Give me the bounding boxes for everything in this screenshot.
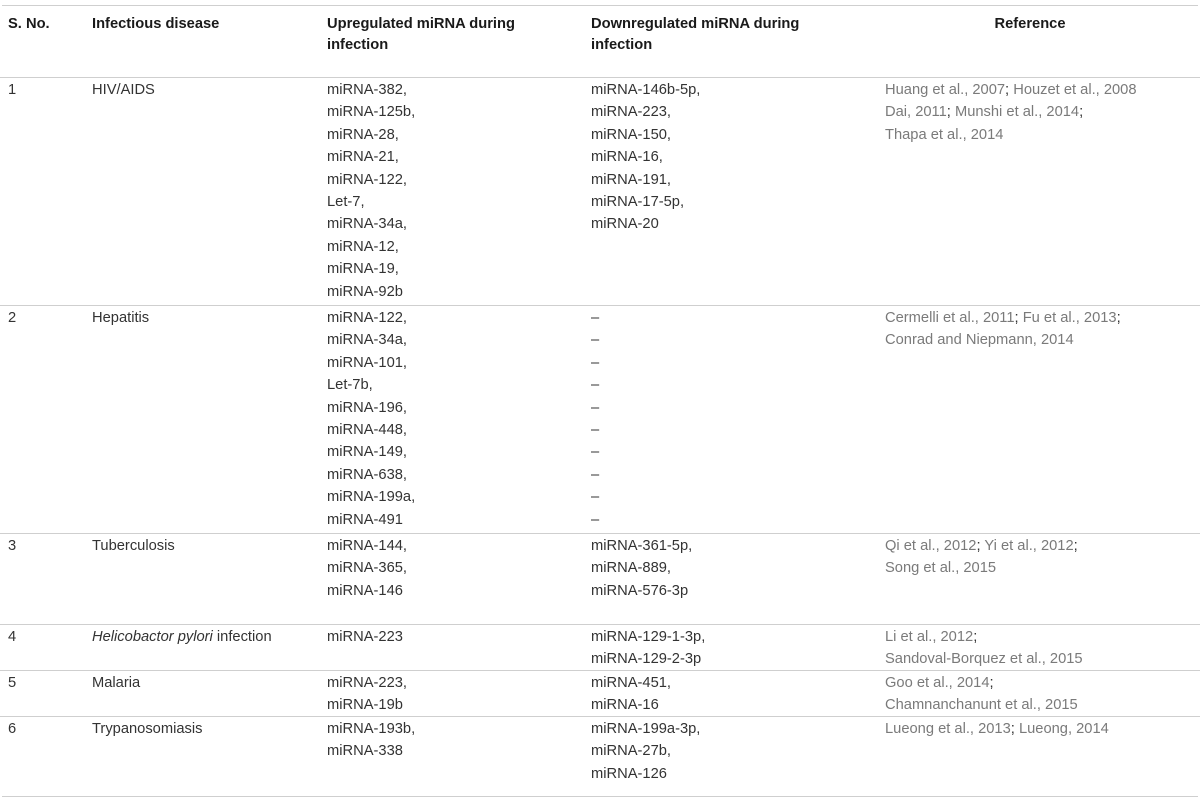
reference-citation[interactable]: Fu et al., 2013 — [1022, 310, 1117, 326]
reference-line — [885, 79, 1195, 101]
upregulated-mirna: miRNA-223 — [327, 629, 403, 645]
upregulated-mirna: miRNA-146 — [327, 582, 403, 599]
reference-separator: ; — [973, 629, 978, 645]
downregulated-mirna: – — [591, 489, 600, 506]
reference-line — [885, 626, 1195, 648]
reference-line — [885, 307, 1195, 329]
upregulated-mirna-list — [327, 626, 567, 648]
table-row — [0, 716, 1200, 797]
downregulated-mirna: miRNA-17-5p, — [591, 194, 685, 211]
serial-number: 5 — [8, 675, 17, 691]
reference-citation[interactable]: Dai, 2011 — [885, 104, 947, 121]
reference-citation[interactable]: Huang et al., 2007 — [885, 82, 1006, 98]
reference-line — [885, 694, 1195, 716]
reference-list — [885, 307, 1195, 352]
downregulated-mirna-list — [591, 307, 841, 531]
reference-citation[interactable]: Houzet et al., 2008 — [1013, 82, 1137, 98]
downregulated-mirna: miRNA-16 — [591, 697, 659, 714]
header-infectious-disease: Infectious disease — [92, 16, 220, 32]
serial-number: 4 — [8, 629, 17, 645]
disease-name: Tuberculosis — [92, 538, 175, 554]
table-bottom-rule — [2, 796, 1198, 797]
downregulated-mirna-list — [591, 672, 841, 717]
upregulated-mirna: miRNA-19b — [327, 697, 403, 714]
upregulated-mirna: miRNA-193b, — [327, 721, 416, 737]
header-reference: Reference — [994, 16, 1066, 32]
downregulated-mirna: miRNA-20 — [591, 216, 659, 233]
downregulated-mirna: miRNA-223, — [591, 104, 671, 121]
reference-list — [885, 79, 1195, 146]
reference-citation[interactable]: Qi et al., 2012 — [885, 538, 977, 554]
upregulated-mirna: miRNA-101, — [327, 354, 407, 371]
header-down-line: infection — [591, 37, 653, 53]
serial-number: 2 — [8, 310, 17, 326]
downregulated-mirna: miRNA-146b-5p, — [591, 82, 701, 98]
upregulated-mirna: miRNA-382, — [327, 82, 407, 98]
upregulated-mirna: Let-7, — [327, 194, 365, 211]
upregulated-mirna: miRNA-223, — [327, 675, 407, 691]
disease-name: Trypanosomiasis — [92, 721, 203, 737]
upregulated-mirna: miRNA-125b, — [327, 104, 416, 121]
upregulated-mirna: miRNA-149, — [327, 444, 407, 461]
serial-number: 6 — [8, 721, 17, 737]
downregulated-mirna: miRNA-451, — [591, 675, 671, 691]
reference-citation[interactable]: Lueong, 2014 — [1018, 721, 1109, 737]
reference-separator: ; — [946, 104, 955, 121]
reference-citation[interactable]: Yi et al., 2012 — [984, 538, 1074, 554]
downregulated-mirna-list — [591, 79, 841, 236]
upregulated-mirna: miRNA-491 — [327, 511, 403, 528]
upregulated-mirna: miRNA-122, — [327, 171, 407, 188]
disease-name: Malaria — [92, 675, 141, 691]
disease-name-italic: Helicobactor pylori — [92, 629, 213, 645]
downregulated-mirna: – — [591, 466, 600, 483]
table-row — [0, 624, 1200, 671]
table-header-row — [0, 14, 1200, 72]
upregulated-mirna-list — [327, 535, 567, 602]
downregulated-mirna: – — [591, 377, 600, 394]
downregulated-mirna: miRNA-27b, — [591, 743, 671, 760]
reference-citation[interactable]: Conrad and Niepmann, 2014 — [885, 332, 1074, 349]
reference-citation[interactable]: Song et al., 2015 — [885, 560, 997, 577]
disease-name: HIV/AIDS — [92, 82, 155, 98]
reference-separator: ; — [1010, 721, 1019, 737]
downregulated-mirna: miRNA-129-1-3p, — [591, 629, 706, 645]
reference-separator: ; — [1073, 538, 1078, 554]
disease-name — [92, 626, 312, 648]
downregulated-mirna-list — [591, 626, 841, 671]
header-down-line: Downregulated miRNA during — [591, 16, 800, 32]
downregulated-mirna: miRNA-150, — [591, 126, 671, 143]
upregulated-mirna: miRNA-365, — [327, 560, 407, 577]
header-upregulated — [327, 14, 567, 56]
reference-citation[interactable]: Munshi et al., 2014 — [954, 104, 1080, 121]
reference-citation[interactable]: Goo et al., 2014 — [885, 675, 990, 691]
reference-line — [885, 124, 1195, 146]
downregulated-mirna-list — [591, 535, 841, 602]
downregulated-mirna-list — [591, 718, 841, 785]
table-row — [0, 670, 1200, 717]
disease-name-suffix: infection — [212, 629, 272, 645]
reference-line — [885, 329, 1195, 351]
reference-line — [885, 557, 1195, 579]
upregulated-mirna: miRNA-92b — [327, 283, 403, 300]
reference-citation[interactable]: Li et al., 2012 — [885, 629, 974, 645]
reference-line — [885, 101, 1195, 123]
reference-citation[interactable]: Sandoval-Borquez et al., 2015 — [885, 651, 1083, 668]
reference-separator: ; — [976, 538, 985, 554]
reference-line — [885, 535, 1195, 557]
upregulated-mirna-list — [327, 307, 567, 531]
upregulated-mirna: miRNA-34a, — [327, 332, 407, 349]
upregulated-mirna: Let-7b, — [327, 377, 373, 394]
downregulated-mirna: miRNA-576-3p — [591, 582, 689, 599]
reference-line — [885, 718, 1195, 740]
upregulated-mirna: miRNA-19, — [327, 261, 399, 278]
header-up-line: infection — [327, 37, 389, 53]
downregulated-mirna: miRNA-191, — [591, 171, 671, 188]
reference-list — [885, 718, 1195, 740]
reference-list — [885, 672, 1195, 717]
upregulated-mirna: miRNA-199a, — [327, 489, 416, 506]
downregulated-mirna: miRNA-16, — [591, 149, 663, 166]
table-row — [0, 533, 1200, 625]
reference-citation[interactable]: Chamnanchanunt et al., 2015 — [885, 697, 1078, 714]
reference-separator: ; — [989, 675, 994, 691]
reference-citation[interactable]: Thapa et al., 2014 — [885, 126, 1004, 143]
header-downregulated — [591, 14, 841, 56]
reference-separator: ; — [1014, 310, 1023, 326]
downregulated-mirna: – — [591, 310, 600, 326]
reference-line — [885, 648, 1195, 670]
downregulated-mirna: miRNA-129-2-3p — [591, 651, 702, 668]
reference-citation[interactable]: Cermelli et al., 2011 — [885, 310, 1015, 326]
upregulated-mirna: miRNA-196, — [327, 399, 407, 416]
reference-list — [885, 626, 1195, 671]
upregulated-mirna-list — [327, 672, 567, 717]
serial-number: 3 — [8, 538, 17, 554]
downregulated-mirna: miRNA-126 — [591, 765, 667, 782]
downregulated-mirna: miRNA-199a-3p, — [591, 721, 701, 737]
upregulated-mirna: miRNA-12, — [327, 238, 399, 255]
table-row — [0, 305, 1200, 534]
upregulated-mirna: miRNA-21, — [327, 149, 399, 166]
upregulated-mirna: miRNA-638, — [327, 466, 407, 483]
reference-list — [885, 535, 1195, 580]
upregulated-mirna: miRNA-122, — [327, 310, 407, 326]
upregulated-mirna: miRNA-338 — [327, 743, 403, 760]
reference-separator: ; — [1116, 310, 1121, 326]
reference-separator: ; — [1079, 104, 1084, 121]
table-row — [0, 77, 1200, 306]
serial-number: 1 — [8, 82, 17, 98]
reference-line — [885, 672, 1195, 694]
header-up-line: Upregulated miRNA during — [327, 16, 515, 32]
table-top-rule — [2, 5, 1198, 6]
upregulated-mirna-list — [327, 718, 567, 763]
downregulated-mirna: – — [591, 354, 600, 371]
downregulated-mirna: – — [591, 444, 600, 461]
reference-separator: ; — [1005, 82, 1014, 98]
downregulated-mirna: miRNA-361-5p, — [591, 538, 693, 554]
downregulated-mirna: – — [591, 332, 600, 349]
header-serial-number: S. No. — [8, 16, 50, 32]
disease-name: Hepatitis — [92, 310, 150, 326]
reference-citation[interactable]: Lueong et al., 2013 — [885, 721, 1011, 737]
upregulated-mirna-list — [327, 79, 567, 303]
upregulated-mirna: miRNA-448, — [327, 422, 407, 439]
upregulated-mirna: miRNA-34a, — [327, 216, 407, 233]
downregulated-mirna: – — [591, 511, 600, 528]
downregulated-mirna: – — [591, 399, 600, 416]
upregulated-mirna: miRNA-28, — [327, 126, 399, 143]
upregulated-mirna: miRNA-144, — [327, 538, 407, 554]
downregulated-mirna: – — [591, 422, 600, 439]
downregulated-mirna: miRNA-889, — [591, 560, 671, 577]
